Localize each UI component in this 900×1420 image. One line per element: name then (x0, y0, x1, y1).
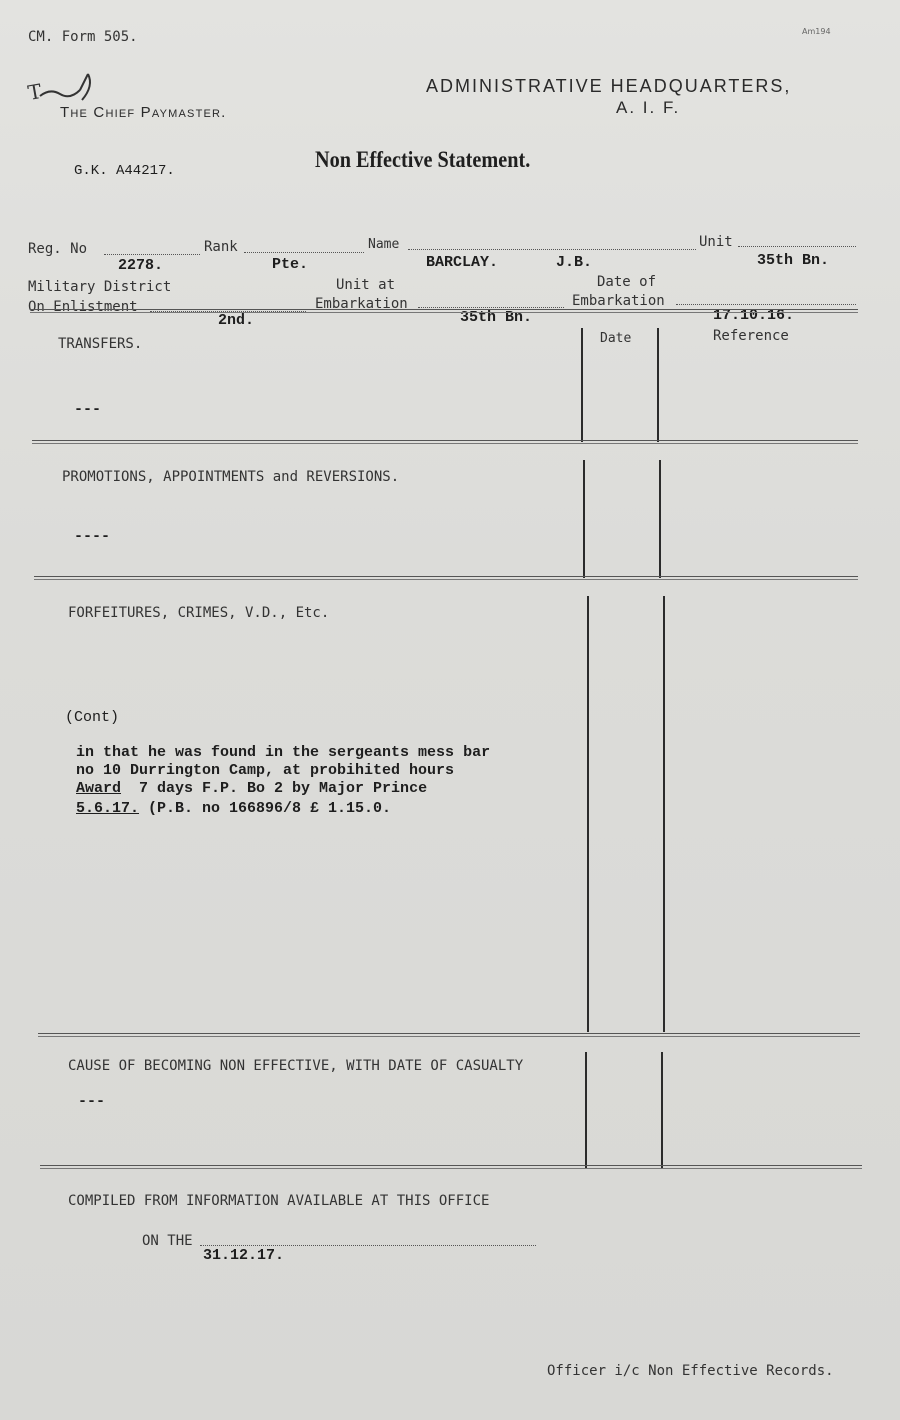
reference-column-header: Reference (713, 328, 789, 344)
header-rule (30, 309, 858, 313)
date-embarkation-value: 17.10.16. (713, 307, 795, 324)
handwritten-mark: T (26, 79, 44, 105)
cause-entry: --- (78, 1093, 106, 1110)
on-the-label: ON THE (142, 1233, 193, 1249)
unit-embark-label-1: Unit at (336, 277, 396, 293)
forfeitures-line-2: no 10 Durrington Camp, at probihited hours (76, 762, 455, 779)
award-text: 7 days F.P. Bo 2 by Major Prince (121, 780, 428, 797)
corner-stamp: Am194 (802, 27, 831, 36)
initials-value: J.B. (556, 254, 593, 271)
cause-heading: CAUSE OF BECOMING NON EFFECTIVE, WITH DATE OF CASUALTY (68, 1058, 524, 1074)
form-number: CM. Form 505. (28, 29, 138, 45)
compiled-line: COMPILED FROM INFORMATION AVAILABLE AT THIS OFFICE (68, 1193, 490, 1209)
cause-rule (40, 1165, 862, 1169)
forfeitures-heading: FORFEITURES, CRIMES, V.D., Etc. (68, 605, 330, 621)
forfeitures-date-divider (587, 596, 589, 1032)
rank-label: Rank (204, 239, 238, 255)
reg-no-label: Reg. No (28, 241, 88, 257)
promotions-heading: PROMOTIONS, APPOINTMENTS and REVERSIONS. (62, 469, 400, 485)
name-line (408, 249, 696, 250)
promotions-ref-divider (659, 460, 661, 578)
date-embark-label-2: Embarkation (572, 293, 665, 309)
pay-book-text: (P.B. no 166896/8 £ 1.15.0. (139, 800, 392, 817)
signature-line: Officer i/c Non Effective Records. (547, 1363, 834, 1379)
rank-value: Pte. (272, 256, 309, 273)
promotions-date-divider (583, 460, 585, 578)
compiled-date: 31.12.17. (203, 1247, 285, 1264)
rank-line (244, 252, 364, 253)
office-line-2: A. I. F. (616, 98, 681, 117)
addressee: The Chief Paymaster. (60, 104, 227, 121)
date-embark-line (676, 304, 856, 305)
office-line-1: ADMINISTRATIVE HEADQUARTERS, (426, 76, 792, 96)
cause-date-divider (585, 1052, 587, 1168)
transfers-entry: --- (74, 401, 102, 418)
military-district-value: 2nd. (218, 312, 255, 329)
forfeitures-line-4 (76, 800, 391, 817)
transfers-ref-divider (657, 328, 659, 442)
unit-embarkation-value: 35th Bn. (460, 309, 533, 326)
unit-embark-line (418, 307, 564, 308)
reg-no-line (104, 254, 200, 255)
unit-embark-label-2: Embarkation (315, 296, 408, 312)
offence-date: 5.6.17. (76, 800, 140, 817)
forfeitures-rule (38, 1033, 860, 1037)
name-label: Name (368, 237, 400, 252)
unit-value: 35th Bn. (757, 252, 830, 269)
file-reference: G.K. A44217. (74, 163, 175, 179)
military-district-label-2: On Enlistment (28, 299, 138, 315)
date-column-header: Date (600, 331, 632, 346)
handwritten-scribble (36, 68, 106, 108)
date-embark-label-1: Date of (597, 274, 657, 290)
promotions-entry: ---- (74, 528, 111, 545)
award-label: Award (76, 780, 122, 797)
reg-no-value: 2278. (118, 257, 164, 274)
forfeitures-cont: (Cont) (65, 709, 120, 726)
forfeitures-ref-divider (663, 596, 665, 1032)
forfeitures-line-3 (76, 780, 427, 797)
military-district-label-1: Military District (28, 279, 172, 295)
surname-value: BARCLAY. (426, 254, 499, 271)
transfers-rule (32, 440, 858, 444)
unit-label: Unit (699, 234, 733, 250)
cause-ref-divider (661, 1052, 663, 1168)
promotions-rule (34, 576, 858, 580)
forfeitures-line-1: in that he was found in the sergeants mess bar (76, 744, 491, 761)
transfers-heading: TRANSFERS. (58, 336, 143, 352)
page-title: Non Effective Statement. (315, 147, 531, 172)
compiled-date-line (200, 1245, 536, 1246)
unit-line (738, 246, 856, 247)
transfers-date-divider (581, 328, 583, 442)
